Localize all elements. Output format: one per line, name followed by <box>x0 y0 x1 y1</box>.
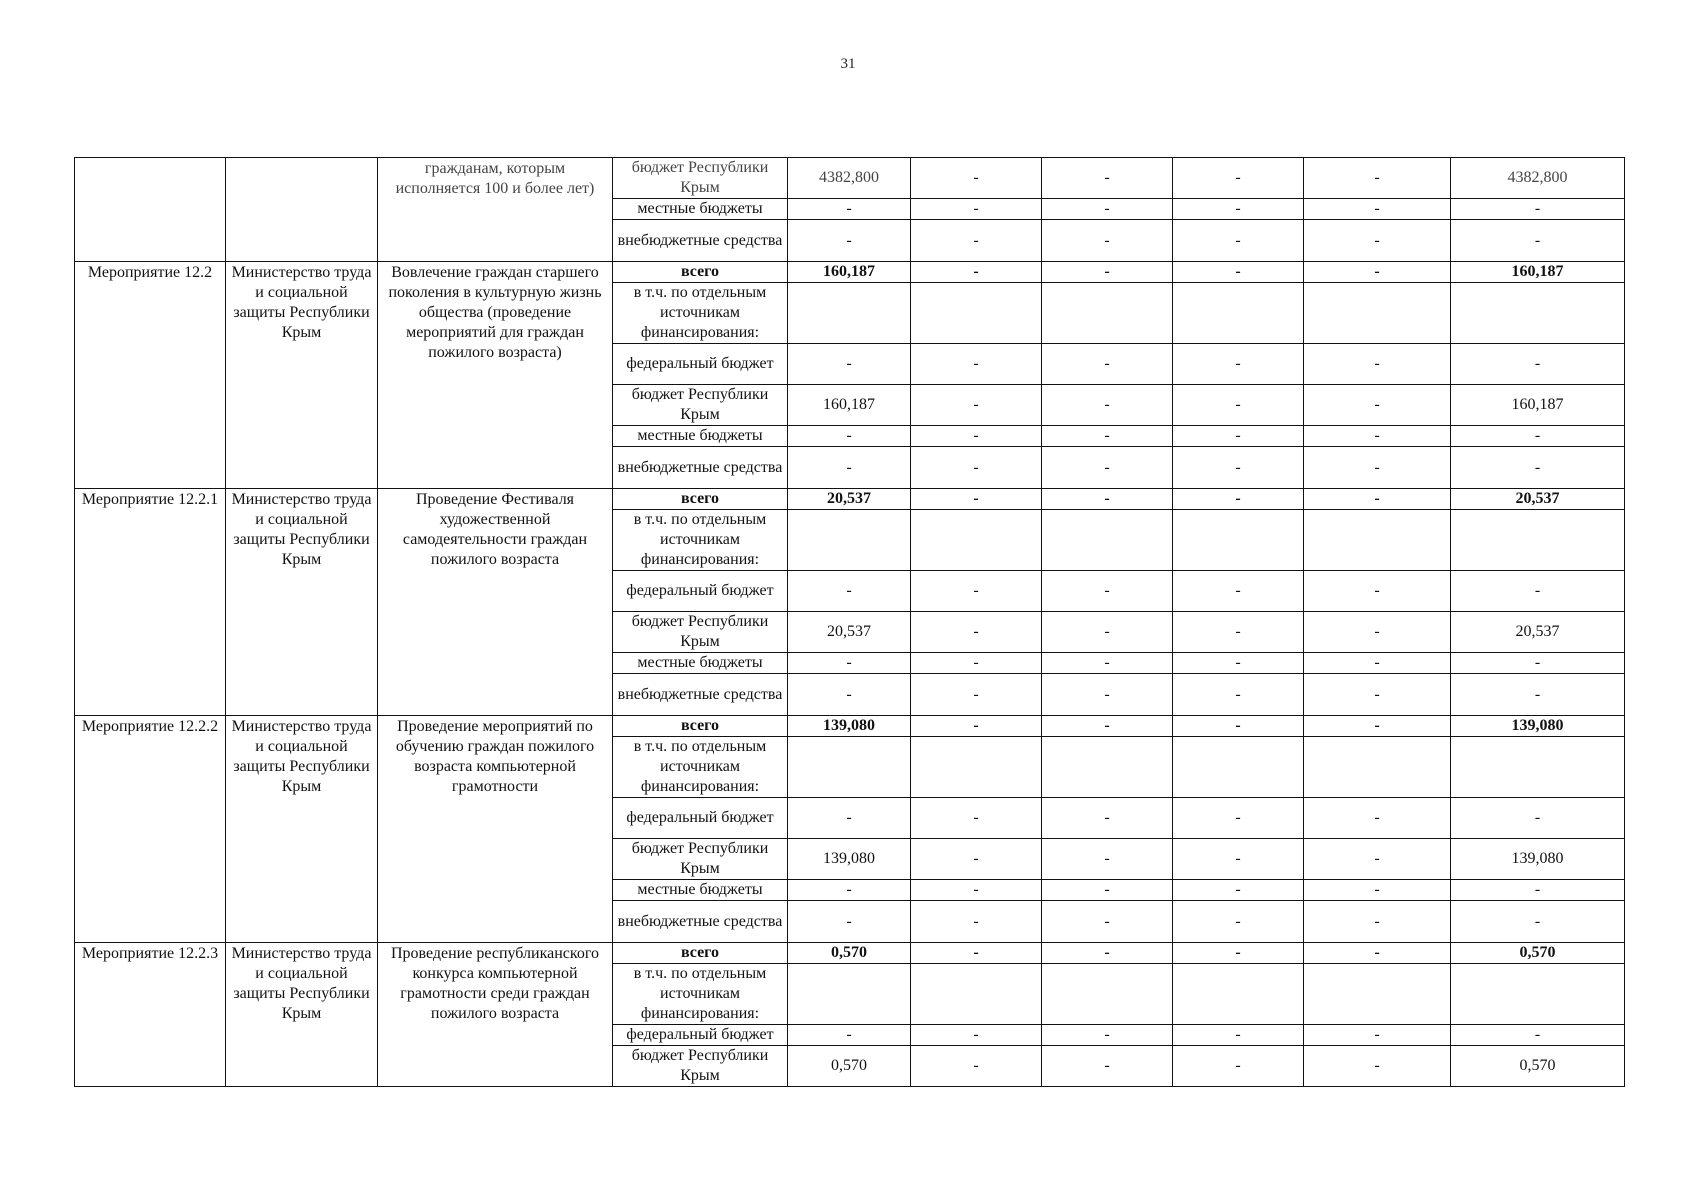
value-cell: - <box>1173 571 1304 612</box>
measure-description: гражданам, которым исполняется 100 и более лет) <box>378 158 613 262</box>
value-cell: - <box>911 798 1042 839</box>
total-value: - <box>1173 943 1304 964</box>
total-value: - <box>1042 943 1173 964</box>
value-cell <box>1173 283 1304 344</box>
total-value: - <box>1042 716 1173 737</box>
total-value: 0,570 <box>788 943 911 964</box>
value-cell <box>1173 737 1304 798</box>
value-cell: - <box>1304 612 1451 653</box>
table-row <box>75 489 1625 510</box>
executor: Министерство труда и социальной защиты Республики Крым <box>226 489 378 716</box>
value-cell: - <box>788 447 911 489</box>
value-cell: 4382,800 <box>788 158 911 199</box>
value-cell: 139,080 <box>1451 839 1625 880</box>
total-value: - <box>1304 489 1451 510</box>
value-cell: - <box>911 1046 1042 1087</box>
value-cell: - <box>1042 447 1173 489</box>
value-cell <box>911 283 1042 344</box>
value-cell: - <box>1042 1025 1173 1046</box>
breakdown-label: в т.ч. по отдельным источникам финансирования: <box>613 964 788 1025</box>
funding-source: федеральный бюджет <box>613 1025 788 1046</box>
value-cell: - <box>788 344 911 385</box>
value-cell <box>1304 964 1451 1025</box>
measure-description: Проведение республиканского конкурса компьютерной грамотности среди граждан пожилого возраста <box>378 943 613 1087</box>
value-cell: - <box>911 612 1042 653</box>
value-cell: - <box>1304 674 1451 716</box>
measure-label: Мероприятие 12.2.3 <box>75 943 226 1087</box>
table-row <box>75 158 1625 199</box>
value-cell: - <box>1042 839 1173 880</box>
value-cell <box>1304 510 1451 571</box>
funding-source: бюджет Республики Крым <box>613 1046 788 1087</box>
total-value: 139,080 <box>788 716 911 737</box>
value-cell: 139,080 <box>788 839 911 880</box>
value-cell <box>788 510 911 571</box>
value-cell: - <box>911 901 1042 943</box>
value-cell: - <box>788 426 911 447</box>
value-cell: - <box>1173 426 1304 447</box>
value-cell: - <box>1173 385 1304 426</box>
value-cell <box>1304 737 1451 798</box>
value-cell: - <box>788 1025 911 1046</box>
value-cell: - <box>1304 901 1451 943</box>
value-cell: - <box>1173 220 1304 262</box>
total-value: - <box>911 489 1042 510</box>
value-cell: 0,570 <box>788 1046 911 1087</box>
funding-source: бюджет Республики Крым <box>613 158 788 199</box>
measure-label: Мероприятие 12.2.1 <box>75 489 226 716</box>
value-cell: - <box>1173 674 1304 716</box>
value-cell: - <box>1042 344 1173 385</box>
value-cell: - <box>1042 612 1173 653</box>
value-cell: - <box>1173 344 1304 385</box>
value-cell: - <box>788 880 911 901</box>
value-cell <box>1451 737 1625 798</box>
value-cell <box>1042 283 1173 344</box>
page-number: 31 <box>840 56 856 72</box>
value-cell: - <box>1304 426 1451 447</box>
breakdown-label: в т.ч. по отдельным источникам финансирования: <box>613 283 788 344</box>
total-value: - <box>1304 262 1451 283</box>
value-cell <box>1173 964 1304 1025</box>
value-cell: - <box>1304 1025 1451 1046</box>
funding-source: внебюджетные средства <box>613 901 788 943</box>
table-row <box>75 716 1625 737</box>
total-value: - <box>1304 943 1451 964</box>
value-cell <box>911 737 1042 798</box>
funding-source: бюджет Республики Крым <box>613 612 788 653</box>
value-cell: 20,537 <box>1451 612 1625 653</box>
value-cell: - <box>1042 901 1173 943</box>
value-cell <box>1451 964 1625 1025</box>
value-cell: - <box>1304 839 1451 880</box>
value-cell: 160,187 <box>1451 385 1625 426</box>
funding-source: федеральный бюджет <box>613 798 788 839</box>
breakdown-label: в т.ч. по отдельным источникам финансирования: <box>613 510 788 571</box>
table-row <box>75 262 1625 283</box>
value-cell: - <box>911 158 1042 199</box>
funding-source-total: всего <box>613 262 788 283</box>
value-cell: - <box>788 199 911 220</box>
value-cell: - <box>1173 1025 1304 1046</box>
table-row <box>75 943 1625 964</box>
value-cell: - <box>788 220 911 262</box>
total-value: 20,537 <box>1451 489 1625 510</box>
executor-cell <box>226 158 378 262</box>
value-cell: 0,570 <box>1451 1046 1625 1087</box>
total-value: 139,080 <box>1451 716 1625 737</box>
executor: Министерство труда и социальной защиты Республики Крым <box>226 716 378 943</box>
value-cell <box>1173 510 1304 571</box>
value-cell: - <box>788 798 911 839</box>
value-cell: - <box>1042 199 1173 220</box>
value-cell: - <box>1173 798 1304 839</box>
value-cell: - <box>1042 798 1173 839</box>
value-cell <box>911 964 1042 1025</box>
value-cell: - <box>911 839 1042 880</box>
value-cell: - <box>1451 199 1625 220</box>
value-cell: - <box>1173 612 1304 653</box>
value-cell: - <box>1451 220 1625 262</box>
funding-source: бюджет Республики Крым <box>613 385 788 426</box>
value-cell: - <box>1304 385 1451 426</box>
value-cell: - <box>911 199 1042 220</box>
value-cell: - <box>1173 901 1304 943</box>
total-value: 160,187 <box>788 262 911 283</box>
value-cell: - <box>788 901 911 943</box>
value-cell: - <box>1451 901 1625 943</box>
funding-source: местные бюджеты <box>613 199 788 220</box>
value-cell: - <box>1042 158 1173 199</box>
value-cell: - <box>911 385 1042 426</box>
value-cell <box>788 964 911 1025</box>
value-cell: - <box>1042 385 1173 426</box>
value-cell: - <box>788 571 911 612</box>
total-value: - <box>1042 489 1173 510</box>
value-cell: - <box>1042 426 1173 447</box>
value-cell: - <box>1304 447 1451 489</box>
executor: Министерство труда и социальной защиты Республики Крым <box>226 943 378 1087</box>
funding-source: бюджет Республики Крым <box>613 839 788 880</box>
funding-source-total: всего <box>613 716 788 737</box>
breakdown-label: в т.ч. по отдельным источникам финансирования: <box>613 737 788 798</box>
value-cell: - <box>911 571 1042 612</box>
funding-source: внебюджетные средства <box>613 674 788 716</box>
value-cell: - <box>1042 1046 1173 1087</box>
value-cell: - <box>1304 653 1451 674</box>
value-cell: - <box>1304 798 1451 839</box>
value-cell <box>1451 283 1625 344</box>
value-cell: - <box>1173 880 1304 901</box>
value-cell: - <box>1173 839 1304 880</box>
value-cell <box>1451 510 1625 571</box>
value-cell: 20,537 <box>788 612 911 653</box>
funding-source: внебюджетные средства <box>613 220 788 262</box>
value-cell: - <box>1451 798 1625 839</box>
measure-description: Проведение мероприятий по обучению граждан пожилого возраста компьютерной грамотности <box>378 716 613 943</box>
value-cell: 4382,800 <box>1451 158 1625 199</box>
value-cell <box>788 283 911 344</box>
value-cell: - <box>1451 571 1625 612</box>
value-cell: - <box>1451 344 1625 385</box>
budget-table <box>74 157 1625 1087</box>
total-value: 20,537 <box>788 489 911 510</box>
total-value: - <box>1304 716 1451 737</box>
measure-description: Вовлечение граждан старшего поколения в культурную жизнь общества (проведение мероприятий для граждан пожилого возраста) <box>378 262 613 489</box>
value-cell: - <box>1304 344 1451 385</box>
value-cell: - <box>1042 674 1173 716</box>
measure-label: Мероприятие 12.2.2 <box>75 716 226 943</box>
measure-description: Проведение Фестиваля художественной самодеятельности граждан пожилого возраста <box>378 489 613 716</box>
executor: Министерство труда и социальной защиты Республики Крым <box>226 262 378 489</box>
value-cell: - <box>788 674 911 716</box>
total-value: - <box>1173 262 1304 283</box>
value-cell: - <box>1042 880 1173 901</box>
total-value: - <box>911 716 1042 737</box>
value-cell: - <box>1173 158 1304 199</box>
funding-source: федеральный бюджет <box>613 344 788 385</box>
value-cell: - <box>1304 220 1451 262</box>
funding-source: местные бюджеты <box>613 426 788 447</box>
value-cell: - <box>911 220 1042 262</box>
value-cell: - <box>911 880 1042 901</box>
value-cell: - <box>1173 447 1304 489</box>
value-cell: - <box>1173 199 1304 220</box>
measure-label-cell <box>75 158 226 262</box>
value-cell: - <box>911 344 1042 385</box>
value-cell: - <box>911 674 1042 716</box>
value-cell: - <box>1173 653 1304 674</box>
funding-source: внебюджетные средства <box>613 447 788 489</box>
value-cell <box>1042 510 1173 571</box>
funding-source-total: всего <box>613 943 788 964</box>
total-value: - <box>911 262 1042 283</box>
funding-source: местные бюджеты <box>613 653 788 674</box>
funding-source: федеральный бюджет <box>613 571 788 612</box>
total-value: 0,570 <box>1451 943 1625 964</box>
value-cell: - <box>1304 880 1451 901</box>
value-cell: - <box>911 1025 1042 1046</box>
funding-source-total: всего <box>613 489 788 510</box>
measure-label: Мероприятие 12.2 <box>75 262 226 489</box>
value-cell: - <box>1304 158 1451 199</box>
total-value: 160,187 <box>1451 262 1625 283</box>
value-cell <box>1042 737 1173 798</box>
value-cell <box>1042 964 1173 1025</box>
value-cell: - <box>1304 199 1451 220</box>
value-cell: - <box>1304 1046 1451 1087</box>
value-cell: - <box>1304 571 1451 612</box>
value-cell: - <box>911 447 1042 489</box>
value-cell <box>1304 283 1451 344</box>
total-value: - <box>1173 716 1304 737</box>
value-cell: - <box>1042 220 1173 262</box>
value-cell <box>788 737 911 798</box>
value-cell: - <box>1042 571 1173 612</box>
value-cell: - <box>911 426 1042 447</box>
value-cell: - <box>788 653 911 674</box>
funding-source: местные бюджеты <box>613 880 788 901</box>
total-value: - <box>911 943 1042 964</box>
value-cell: - <box>1451 1025 1625 1046</box>
value-cell: - <box>1042 653 1173 674</box>
value-cell: - <box>1451 447 1625 489</box>
value-cell: - <box>1451 880 1625 901</box>
value-cell <box>911 510 1042 571</box>
value-cell: 160,187 <box>788 385 911 426</box>
total-value: - <box>1042 262 1173 283</box>
value-cell: - <box>1173 1046 1304 1087</box>
value-cell: - <box>1451 653 1625 674</box>
value-cell: - <box>1451 426 1625 447</box>
value-cell: - <box>1451 674 1625 716</box>
total-value: - <box>1173 489 1304 510</box>
value-cell: - <box>911 653 1042 674</box>
